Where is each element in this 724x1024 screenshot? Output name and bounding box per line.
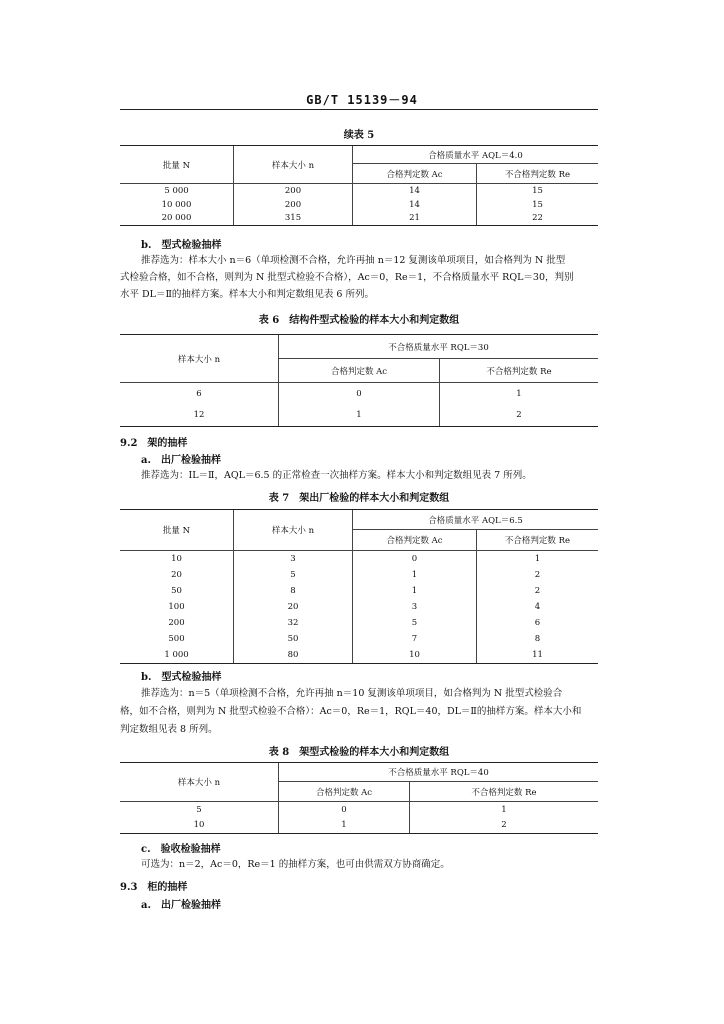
standard-number-header: GB/T 15139－94 [306,93,418,107]
table6-col-reject: 不合格判定数 Re [440,359,599,383]
table7-cell: 20 [171,569,182,580]
table5-cell: 20 000 [120,212,234,226]
table8-cell: 1 [279,818,410,834]
table6-cell: 0 [279,383,440,405]
table7-caption: 表 7 架出厂检验的样本大小和判定数组 [268,493,450,504]
paragraph-line: 式检验合格，如不合格，则判为 N 批型式检验不合格），Ac＝0，Re＝1，不合格质量水平 RQL＝30，判别 [120,272,574,283]
section-heading: a. 出厂检验抽样 [141,455,221,466]
paragraph-line: 推荐选为：n＝5（单项检测不合格，允许再抽 n＝10 复测该单项项目，如合格判为 N 批型式检验合 [141,688,563,699]
table5-col-reject: 不合格判定数 Re [477,164,599,184]
table5-cell: 5 000 [164,185,189,196]
table7-cell: 10 [171,553,182,564]
table7-col-sample: 样本大小 n [234,510,353,551]
table8-cell: 10 [120,818,279,834]
table6 [120,334,598,427]
table7-cell: 80 [234,647,353,664]
table7-cell: 2 [477,567,599,583]
table6-col-accept: 合格判定数 Ac [279,359,440,383]
table7-cell: 100 [168,601,185,612]
table5-cell: 22 [477,212,599,226]
table7-cell: 2 [477,583,599,599]
table7-cell: 1 [353,567,477,583]
table5-cell: 14 [353,184,477,198]
table6-cell: 12 [120,405,279,427]
table7-cell: 7 [353,631,477,647]
table5-cell: 200 [234,198,353,212]
section-heading: b. 型式检验抽样 [141,240,222,251]
table-row [120,631,598,647]
table7-cell: 11 [477,647,599,664]
table5-col-sample: 样本大小 n [234,146,353,184]
table8-cell: 2 [410,818,599,834]
table5-col-batch: 批量 N [120,146,234,184]
section-title: 9.3 柜的抽样 [120,882,188,893]
table7-cell: 5 [234,567,353,583]
paragraph-line: 格，如不合格，则判为 N 批型式检验不合格）：Ac＝0，Re＝1，RQL＝40，DL＝Ⅱ的抽样方案。样本大小和 [120,706,582,717]
table-row [120,818,598,834]
table8 [120,762,598,834]
table-row [120,198,598,212]
table-row [120,383,598,405]
table5-col-group: 合格质量水平 AQL＝4.0 [353,146,599,164]
table7-col-group: 合格质量水平 AQL＝6.5 [353,510,599,530]
section-title: 9.2 架的抽样 [120,438,188,449]
paragraph-line: 推荐选为：IL＝Ⅱ，AQL＝6.5 的正常检查一次抽样方案。样本大小和判定数组见表 7 所列。 [141,470,532,481]
table8-cell: 1 [410,802,599,818]
table-row [120,802,598,818]
table5-cell: 315 [234,212,353,226]
table7-cell: 500 [168,633,185,644]
table6-cell: 2 [440,405,599,427]
table5-cell: 200 [234,184,353,198]
table-row [120,405,598,427]
table6-col-group: 不合格质量水平 RQL＝30 [279,335,599,359]
table7-cell: 6 [477,615,599,631]
table7-col-accept: 合格判定数 Ac [353,530,477,551]
table7-cell: 4 [477,599,599,615]
table7-cell: 50 [171,585,182,596]
table7-cell: 10 [353,647,477,664]
paragraph-line: 可选为：n＝2，Ac＝0，Re＝1 的抽样方案，也可由供需双方协商确定。 [141,859,450,870]
table5-cell: 15 [477,198,599,212]
table7-col-batch: 批量 N [120,510,234,551]
table7-cell: 3 [353,599,477,615]
table5-cell: 10 000 [161,199,192,210]
table7-cell: 32 [234,615,353,631]
table7-cell: 1 [477,551,599,567]
table-row [120,551,598,567]
table5 [120,145,598,226]
paragraph-line: 水平 DL＝Ⅱ的抽样方案。样本大小和判定数组见表 6 所列。 [120,289,374,300]
table7-cell: 0 [353,551,477,567]
table6-cell: 1 [440,383,599,405]
table7-cell: 3 [234,551,353,567]
table8-col-sample: 样本大小 n [120,763,279,802]
table5-col-accept: 合格判定数 Ac [353,164,477,184]
table5-caption: 续表 5 [343,130,375,141]
table7-cell: 1 000 [120,647,234,664]
table7-cell: 8 [234,583,353,599]
table7-cell: 20 [234,599,353,615]
header-rule [120,109,598,110]
table-row [120,567,598,583]
table6-cell: 6 [196,388,202,399]
table8-cell: 5 [196,804,202,815]
table-row [120,212,598,226]
section-heading: c. 验收检验抽样 [141,844,221,855]
table5-cell: 14 [353,198,477,212]
table-row [120,583,598,599]
section-heading: b. 型式检验抽样 [141,672,222,683]
table8-cell: 0 [279,802,410,818]
paragraph-line: 判定数组见表 8 所列。 [120,724,218,735]
table8-caption: 表 8 架型式检验的样本大小和判定数组 [268,747,450,758]
table7-cell: 1 [353,583,477,599]
table-row [120,615,598,631]
table7-cell: 50 [234,631,353,647]
table7-cell: 200 [168,617,185,628]
table7-col-reject: 不合格判定数 Re [477,530,599,551]
table-row [120,184,598,198]
table-row [120,647,598,664]
table6-col-sample: 样本大小 n [120,335,279,383]
table7-cell: 8 [477,631,599,647]
table7-cell: 5 [353,615,477,631]
table5-cell: 21 [353,212,477,226]
table7 [120,509,598,664]
section-heading: a. 出厂检验抽样 [141,900,221,911]
table8-col-group: 不合格质量水平 RQL＝40 [279,763,599,782]
table-row [120,599,598,615]
table5-cell: 15 [477,184,599,198]
table6-caption: 表 6 结构件型式检验的样本大小和判定数组 [258,315,460,326]
paragraph-line: 推荐选为：样本大小 n＝6（单项检测不合格，允许再抽 n＝12 复测该单项项目，如合格判为 N 批型 [141,255,566,266]
table6-cell: 1 [279,405,440,427]
table8-col-accept: 合格判定数 Ac [279,782,410,802]
table8-col-reject: 不合格判定数 Re [410,782,599,802]
